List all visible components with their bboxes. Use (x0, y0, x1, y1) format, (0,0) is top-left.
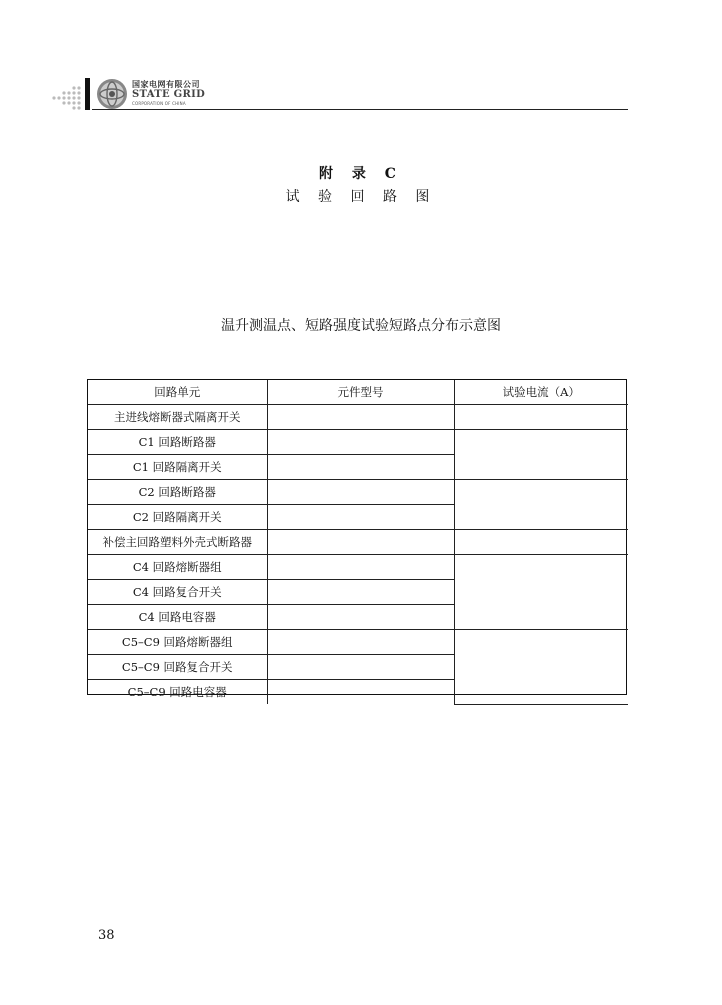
circuit-unit-cell: C1 回路隔离开关 (88, 455, 267, 480)
component-model-cell (267, 630, 454, 655)
table-row (88, 480, 628, 505)
table-row (88, 405, 628, 430)
circuit-unit-cell: C5–C9 回路电容器 (88, 680, 267, 705)
header-accent-bar (85, 78, 90, 110)
header-rule (92, 109, 628, 110)
appendix-title: 附 录 C (319, 166, 403, 182)
page-header (48, 76, 628, 110)
circuit-unit-cell: C4 回路电容器 (88, 605, 267, 630)
component-model-cell (267, 605, 454, 630)
circuit-unit-cell: C2 回路隔离开关 (88, 505, 267, 530)
logo-chinese-name: 国家电网有限公司 (132, 80, 200, 89)
appendix-subtitle: 试 验 回 路 图 (285, 189, 437, 205)
test-current-cell (454, 630, 628, 705)
test-current-cell (454, 555, 628, 630)
test-current-cell (454, 405, 628, 430)
header-circuit-unit: 回路单元 (88, 380, 267, 405)
component-model-cell (267, 430, 454, 455)
test-current-cell (454, 530, 628, 555)
component-model-cell (267, 680, 454, 705)
state-grid-logo-icon (96, 78, 128, 110)
logo-english-name: STATE GRID (132, 89, 206, 100)
component-model-cell (267, 405, 454, 430)
figure-title: 温升测温点、短路强度试验短路点分布示意图 (221, 318, 501, 334)
dot-pattern-icon (48, 84, 84, 110)
circuit-unit-cell: C4 回路熔断器组 (88, 555, 267, 580)
test-current-cell (454, 480, 628, 530)
page-number: 38 (98, 928, 115, 943)
circuit-unit-cell: C2 回路断路器 (88, 480, 267, 505)
logo-subtitle: CORPORATION OF CHINA (132, 101, 186, 106)
logo-wordmark (132, 79, 212, 109)
component-model-cell (267, 480, 454, 505)
circuit-unit-cell: 主进线熔断器式隔离开关 (88, 405, 267, 430)
component-model-cell (267, 580, 454, 605)
header-component-model: 元件型号 (267, 380, 454, 405)
circuit-unit-cell: C4 回路复合开关 (88, 580, 267, 605)
circuit-unit-cell: C5–C9 回路复合开关 (88, 655, 267, 680)
header-test-current: 试验电流（A） (454, 380, 628, 405)
component-model-cell (267, 455, 454, 480)
component-model-cell (267, 505, 454, 530)
table-row (88, 530, 628, 555)
table-row (88, 430, 628, 455)
test-circuit-table (87, 379, 627, 699)
table-row (88, 555, 628, 580)
table-header-row (88, 380, 628, 405)
component-model-cell (267, 555, 454, 580)
component-model-cell (267, 530, 454, 555)
test-current-cell (454, 430, 628, 480)
circuit-unit-cell: C1 回路断路器 (88, 430, 267, 455)
circuit-unit-cell: 补偿主回路塑料外壳式断路器 (88, 530, 267, 555)
circuit-unit-cell: C5–C9 回路熔断器组 (88, 630, 267, 655)
component-model-cell (267, 655, 454, 680)
table-row (88, 630, 628, 655)
